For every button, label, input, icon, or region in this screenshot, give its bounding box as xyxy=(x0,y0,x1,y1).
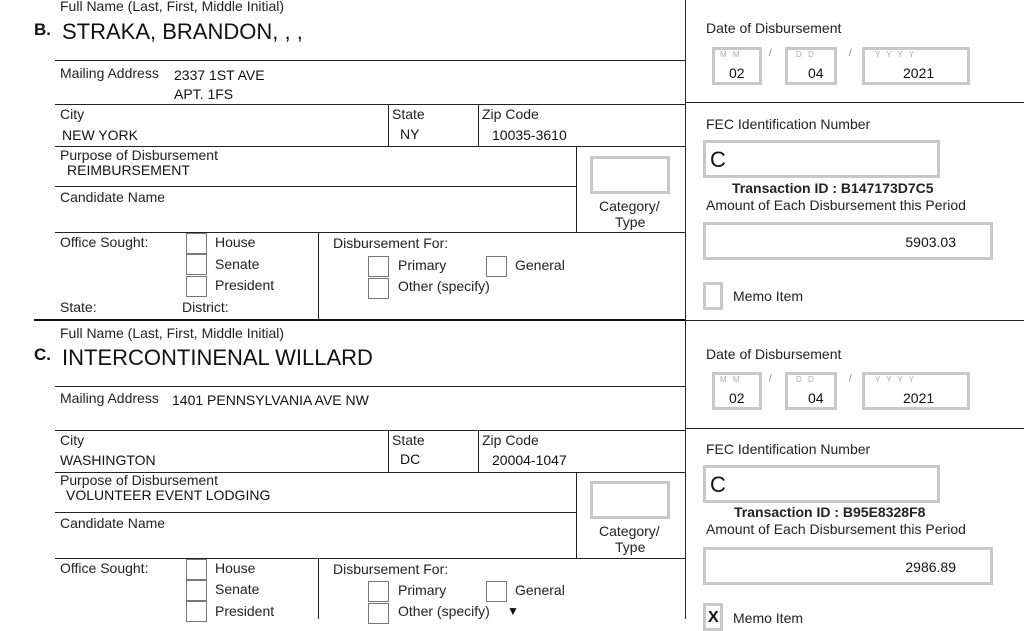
date-year-field[interactable]: Y Y Y Y 2021 xyxy=(862,372,970,410)
primary-checkbox[interactable] xyxy=(368,581,389,602)
category-label: Category/ xyxy=(599,198,660,214)
other-checkbox[interactable] xyxy=(368,278,389,299)
transaction-id: Transaction ID : B95E8328F8 xyxy=(734,504,926,520)
house-label: House xyxy=(215,234,256,250)
amount-label: Amount of Each Disbursement this Period xyxy=(706,197,966,213)
office-sought-label: Office Sought: xyxy=(60,560,149,576)
fec-id-label: FEC Identification Number xyxy=(706,441,871,457)
address-line1: 1401 PENNSYLVANIA AVE NW xyxy=(172,392,369,408)
date-slash: / xyxy=(769,48,772,59)
date-month-field[interactable]: M M 02 xyxy=(712,47,762,85)
fec-id-field[interactable]: C xyxy=(703,465,940,503)
right-column-divider xyxy=(685,0,686,619)
address-line1: 2337 1ST AVE xyxy=(174,67,265,83)
city-value: WASHINGTON xyxy=(60,452,156,468)
president-label: President xyxy=(215,603,275,619)
candidate-name-label: Candidate Name xyxy=(60,189,166,205)
office-sought-label: Office Sought: xyxy=(60,234,149,250)
purpose-value: VOLUNTEER EVENT LODGING xyxy=(66,487,271,503)
date-label: Date of Disbursement xyxy=(706,346,842,362)
house-checkbox[interactable] xyxy=(186,559,207,580)
other-checkbox[interactable] xyxy=(368,603,389,624)
other-label: Other (specify) xyxy=(398,603,490,619)
memo-checkbox[interactable]: X xyxy=(703,603,723,631)
zip-label: Zip Code xyxy=(482,432,539,448)
memo-checkbox[interactable] xyxy=(703,282,723,310)
president-label: President xyxy=(215,277,275,293)
memo-label: Memo Item xyxy=(733,288,804,304)
zip-value: 20004-1047 xyxy=(492,452,567,468)
senate-checkbox[interactable] xyxy=(186,580,207,601)
general-checkbox[interactable] xyxy=(486,256,507,277)
category-type-box[interactable] xyxy=(590,481,670,519)
type-label: Type xyxy=(615,214,646,230)
state-label: State xyxy=(392,106,425,122)
amount-field[interactable]: 5903.03 xyxy=(703,222,993,260)
date-day-field[interactable]: D D 04 xyxy=(785,47,837,85)
primary-checkbox[interactable] xyxy=(368,256,389,277)
primary-label: Primary xyxy=(398,257,447,273)
full-name-label: Full Name (Last, First, Middle Initial) xyxy=(60,325,285,341)
amount-label: Amount of Each Disbursement this Period xyxy=(706,521,966,537)
date-slash: / xyxy=(849,48,852,59)
type-label: Type xyxy=(615,539,646,555)
category-label: Category/ xyxy=(599,523,660,539)
zip-value: 10035-3610 xyxy=(492,127,567,143)
senate-checkbox[interactable] xyxy=(186,254,207,275)
president-checkbox[interactable] xyxy=(186,276,207,297)
disbursement-for-label: Disbursement For: xyxy=(333,561,449,577)
primary-label: Primary xyxy=(398,582,447,598)
address-line2: APT. 1FS xyxy=(174,86,234,102)
transaction-id: Transaction ID : B147173D7C5 xyxy=(732,180,934,196)
senate-label: Senate xyxy=(215,581,260,597)
mailing-address-label: Mailing Address xyxy=(60,65,159,81)
fec-id-field[interactable]: C xyxy=(703,140,940,178)
category-type-box[interactable] xyxy=(590,156,670,194)
state-value: DC xyxy=(400,451,421,467)
memo-label: Memo Item xyxy=(733,610,804,626)
date-slash: / xyxy=(769,373,772,384)
purpose-value: REIMBURSEMENT xyxy=(67,162,190,178)
house-label: House xyxy=(215,560,256,576)
date-month-field[interactable]: M M 02 xyxy=(712,372,762,410)
candidate-name-label: Candidate Name xyxy=(60,515,166,531)
state-label: State xyxy=(392,432,425,448)
section-letter: B. xyxy=(34,20,51,39)
date-year-field[interactable]: Y Y Y Y 2021 xyxy=(862,47,970,85)
date-label: Date of Disbursement xyxy=(706,20,842,36)
payee-name: INTERCONTINENAL WILLARD xyxy=(62,345,373,370)
general-label: General xyxy=(515,257,565,273)
full-name-label: Full Name (Last, First, Middle Initial) xyxy=(60,0,285,14)
date-slash: / xyxy=(849,373,852,384)
general-label: General xyxy=(515,582,565,598)
district-label: District: xyxy=(182,299,229,315)
house-checkbox[interactable] xyxy=(186,233,207,254)
purpose-label: Purpose of Disbursement xyxy=(60,472,218,488)
amount-field[interactable]: 2986.89 xyxy=(703,547,993,585)
city-value: NEW YORK xyxy=(62,127,138,143)
city-label: City xyxy=(60,432,85,448)
purpose-label: Purpose of Disbursement xyxy=(60,147,218,163)
general-checkbox[interactable] xyxy=(486,581,507,602)
state-footer-label: State: xyxy=(60,299,97,315)
mailing-address-label: Mailing Address xyxy=(60,390,159,406)
state-value: NY xyxy=(400,126,420,142)
senate-label: Senate xyxy=(215,256,260,272)
payee-name: STRAKA, BRANDON, , , xyxy=(62,19,303,44)
disbursement-for-label: Disbursement For: xyxy=(333,235,449,251)
city-label: City xyxy=(60,106,85,122)
other-label: Other (specify) xyxy=(398,278,490,294)
dropdown-arrow-icon: ▼ xyxy=(507,604,519,618)
zip-label: Zip Code xyxy=(482,106,539,122)
fec-id-label: FEC Identification Number xyxy=(706,116,871,132)
section-letter: C. xyxy=(34,345,51,364)
date-day-field[interactable]: D D 04 xyxy=(785,372,837,410)
